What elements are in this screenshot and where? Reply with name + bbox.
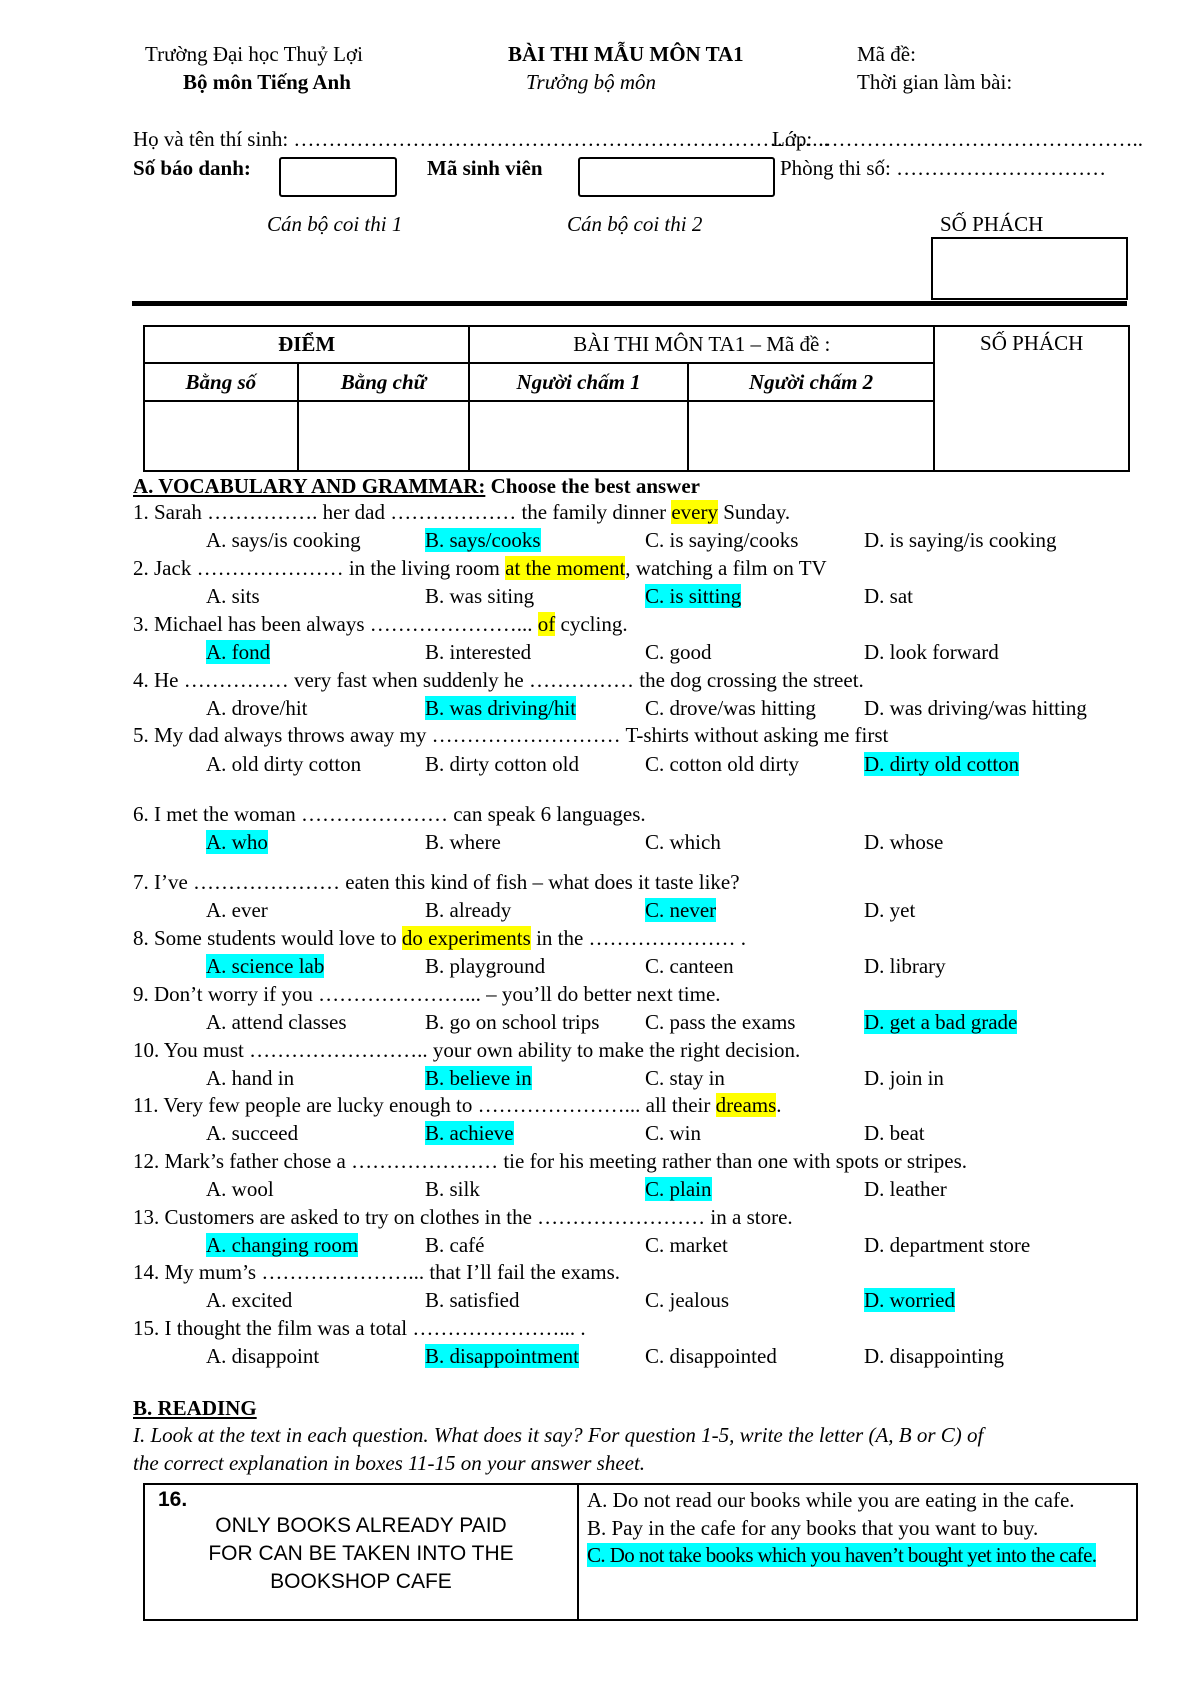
option-text: A. old dirty cotton [206, 752, 362, 776]
exam-title: BÀI THI MẪU MÔN TA1 [508, 42, 744, 66]
question-text: 10. You must …………………….. your own ability to make the right decision. [133, 1038, 801, 1062]
question-14-option-c[interactable] [645, 1288, 729, 1313]
question-text: 3. Michael has been always …………………... [133, 612, 538, 636]
option-text: C. win [645, 1121, 702, 1145]
proctor-2-label: Cán bộ coi thi 2 [567, 212, 703, 236]
question-13-option-d[interactable] [864, 1233, 1030, 1258]
question-text: in the ………………… . [530, 926, 747, 950]
notice-line: ONLY BOOKS ALREADY PAID [215, 1514, 507, 1537]
question-12-option-d[interactable] [864, 1177, 947, 1202]
option-c-text: C. Do not take books which you haven’t bought yet into the cafe. [587, 1543, 1097, 1567]
option-text: D. worried [864, 1288, 955, 1312]
option-text: A. disappoint [206, 1344, 320, 1368]
question-8-option-c[interactable] [645, 954, 734, 979]
question-11-option-c[interactable] [645, 1121, 701, 1146]
question-11-option-a[interactable] [206, 1121, 298, 1146]
option-text: A. who [206, 830, 268, 854]
exam-code-label: Mã đề: [857, 42, 916, 66]
option-text: D. leather [864, 1177, 947, 1201]
keyword-highlight: at the moment [505, 556, 626, 580]
keyword-highlight: do experiments [401, 926, 531, 950]
option-text: B. was siting [425, 584, 535, 608]
option-text: B. playground [425, 954, 546, 978]
question-3-option-a[interactable] [206, 640, 270, 665]
score-words-cell[interactable] [298, 401, 470, 471]
question-3 [133, 612, 628, 637]
question-4-option-a[interactable] [206, 696, 307, 721]
question-7-option-c[interactable] [645, 898, 716, 923]
question-15-option-a[interactable] [206, 1344, 319, 1369]
option-text: C. market [645, 1233, 728, 1257]
option-text: B. already [425, 898, 512, 922]
question-3-option-c[interactable] [645, 640, 712, 665]
keyword-highlight: every [671, 500, 718, 524]
option-text: A. drove/hit [206, 696, 308, 720]
question-text: 9. Don’t worry if you …………………... – you’ll do better next time. [133, 982, 721, 1006]
option-text: A. fond [206, 640, 271, 664]
nguoi-cham-2-header: Người chấm 2 [688, 363, 934, 401]
question-8-option-b[interactable] [425, 954, 545, 979]
bang-so-header: Bằng số [144, 363, 298, 401]
diem-header: ĐIỂM [144, 326, 469, 363]
question-2-option-c[interactable] [645, 584, 741, 609]
question-text: 8. Some students would love to [133, 926, 402, 950]
section-b-instruction-2: the correct explanation in boxes 11-15 on your answer sheet. [133, 1451, 646, 1475]
option-b[interactable]: B. Pay in the cafe for any books that you want to buy. [587, 1515, 1039, 1540]
question-1-option-b[interactable] [425, 528, 541, 553]
question-9-option-d[interactable] [864, 1010, 1017, 1035]
question-text: Sunday. [717, 500, 791, 524]
question-text: cycling. [555, 612, 628, 636]
question-text: 1. Sarah ……………. her dad ……………… the family dinner [133, 500, 672, 524]
option-text: A. ever [206, 898, 268, 922]
grader-1-cell[interactable] [469, 401, 688, 471]
option-text: C. plain [645, 1177, 712, 1201]
question-text: 13. Customers are asked to try on clothes in the …………………… in a store. [133, 1205, 793, 1229]
question-7-option-a[interactable] [206, 898, 268, 923]
question-13-option-b[interactable] [425, 1233, 484, 1258]
option-text: B. satisfied [425, 1288, 520, 1312]
question-text: 4. He …………… very fast when suddenly he …………… the dog crossing the street. [133, 668, 864, 692]
question-8 [133, 926, 746, 951]
question-5-option-b[interactable] [425, 752, 579, 777]
option-text: D. department store [864, 1233, 1031, 1257]
question-9 [133, 982, 721, 1007]
section-a-title [133, 474, 700, 499]
question-text: 6. I met the woman ………………… can speak 6 languages. [133, 802, 646, 826]
question-6-option-c[interactable] [645, 830, 721, 855]
question-11-option-d[interactable] [864, 1121, 925, 1146]
option-text: D. is saying/is cooking [864, 528, 1057, 552]
student-id-box[interactable] [578, 157, 775, 197]
question-8-option-a[interactable] [206, 954, 324, 979]
question-13-option-c[interactable] [645, 1233, 728, 1258]
question-11 [133, 1093, 782, 1118]
question-4-option-c[interactable] [645, 696, 816, 721]
option-text: C. jealous [645, 1288, 729, 1312]
notice-cell [144, 1484, 578, 1620]
grader-2-cell[interactable] [688, 401, 934, 471]
question-text: 11. Very few people are lucky enough to …………………... all their [133, 1093, 716, 1117]
class-field[interactable]: Lớp: ……………………………………….. [772, 127, 1144, 151]
question-13 [133, 1205, 793, 1230]
question-6-option-b[interactable] [425, 830, 501, 855]
question-text: 12. Mark’s father chose a ………………… tie for his meeting rather than one with spots or stripes. [133, 1149, 967, 1173]
option-text: B. disappointment [425, 1344, 579, 1368]
question-4-option-b[interactable] [425, 696, 576, 721]
university-name: Trường Đại học Thuỷ Lợi [145, 42, 363, 66]
question-9-option-b[interactable] [425, 1010, 599, 1035]
question-5-option-c[interactable] [645, 752, 799, 777]
divider [132, 301, 1127, 306]
proctor-1-label: Cán bộ coi thi 1 [267, 212, 403, 236]
question-15-option-c[interactable] [645, 1344, 777, 1369]
question-5-option-d[interactable] [864, 752, 1019, 777]
question-10-option-b[interactable] [425, 1066, 532, 1091]
option-text: A. excited [206, 1288, 293, 1312]
so-phach-box[interactable] [931, 237, 1128, 300]
candidate-number-box[interactable] [279, 157, 397, 197]
question-text: . [776, 1093, 782, 1117]
question-8-option-d[interactable] [864, 954, 946, 979]
notice-text [146, 1512, 576, 1596]
options-cell [578, 1484, 1137, 1620]
question-4-option-d[interactable] [864, 696, 1087, 721]
option-text: A. science lab [206, 954, 325, 978]
nguoi-cham-1-header: Người chấm 1 [469, 363, 688, 401]
question-text: 5. My dad always throws away my ……………………… T-shirts without asking me first [133, 723, 889, 747]
section-a-instruction: Choose the best answer [485, 474, 700, 498]
question-12-option-c[interactable] [645, 1177, 712, 1202]
option-text: C. disappointed [645, 1344, 777, 1368]
option-text: D. was driving/was hitting [864, 696, 1087, 720]
question-1-option-d[interactable] [864, 528, 1057, 553]
question-14-option-b[interactable] [425, 1288, 520, 1313]
question-9-option-a[interactable] [206, 1010, 347, 1035]
question-7 [133, 870, 740, 895]
option-text: A. says/is cooking [206, 528, 361, 552]
question-14-option-d[interactable] [864, 1288, 955, 1313]
notice-line: FOR CAN BE TAKEN INTO THE [208, 1542, 514, 1565]
option-text: D. disappointing [864, 1344, 1004, 1368]
question-text: 15. I thought the film was a total …………………... . [133, 1316, 586, 1340]
keyword-highlight: dreams [715, 1093, 777, 1117]
candidate-number-label: Số báo danh: [133, 156, 251, 180]
question-5 [133, 723, 888, 748]
question-12 [133, 1149, 967, 1174]
question-text: 2. Jack ………………… in the living room [133, 556, 506, 580]
option-a[interactable]: A. Do not read our books while you are eating in the cafe. [587, 1488, 1075, 1512]
question-4 [133, 668, 864, 693]
option-text: B. café [425, 1233, 485, 1257]
option-text: B. go on school trips [425, 1010, 600, 1034]
question-10 [133, 1038, 800, 1063]
option-text: A. succeed [206, 1121, 299, 1145]
question-10-option-d[interactable] [864, 1066, 944, 1091]
option-text: B. interested [425, 640, 532, 664]
option-text: D. join in [864, 1066, 944, 1090]
option-text: D. beat [864, 1121, 925, 1145]
option-text: A. wool [206, 1177, 274, 1201]
question-16-table [143, 1483, 1138, 1621]
time-label: Thời gian làm bài: [857, 70, 1013, 94]
question-7-option-d[interactable] [864, 898, 915, 923]
question-2-option-d[interactable] [864, 584, 913, 609]
question-6-option-d[interactable] [864, 830, 943, 855]
question-9-option-c[interactable] [645, 1010, 795, 1035]
option-text: D. look forward [864, 640, 999, 664]
option-text: D. yet [864, 898, 916, 922]
option-text: B. silk [425, 1177, 480, 1201]
question-13-option-a[interactable] [206, 1233, 358, 1258]
question-3-option-b[interactable] [425, 640, 531, 665]
option-text: B. where [425, 830, 501, 854]
question-3-option-d[interactable] [864, 640, 999, 665]
option-text: C. drove/was hitting [645, 696, 816, 720]
option-text: B. says/cooks [425, 528, 541, 552]
question-text: 7. I’ve ………………… eaten this kind of fish – what does it taste like? [133, 870, 740, 894]
option-text: B. achieve [425, 1121, 514, 1145]
question-2 [133, 556, 827, 581]
question-15-option-d[interactable] [864, 1344, 1004, 1369]
question-6 [133, 802, 646, 827]
question-7-option-b[interactable] [425, 898, 511, 923]
exam-header: BÀI THI MÔN TA1 – Mã đề : [469, 326, 934, 363]
section-b-instruction-1: I. Look at the text in each question. What does it say? For question 1-5, write the letter (A, B or C) of [133, 1423, 984, 1447]
question-1-option-c[interactable] [645, 528, 798, 553]
question-5-option-a[interactable] [206, 752, 361, 777]
question-14-option-a[interactable] [206, 1288, 292, 1313]
option-text: C. pass the exams [645, 1010, 796, 1034]
student-id-label: Mã sinh viên [427, 156, 543, 180]
notice-line: BOOKSHOP CAFE [270, 1570, 452, 1593]
option-text: C. good [645, 640, 712, 664]
department-name: Bộ môn Tiếng Anh [183, 70, 351, 94]
question-1 [133, 500, 790, 525]
so-phach-cell: SỐ PHÁCH [934, 326, 1129, 471]
question-2-option-b[interactable] [425, 584, 534, 609]
bang-chu-header: Bằng chữ [298, 363, 470, 401]
option-text: C. canteen [645, 954, 734, 978]
so-phach-label: SỐ PHÁCH [940, 212, 1044, 236]
section-a-heading: A. VOCABULARY AND GRAMMAR: [133, 474, 486, 498]
option-text: A. hand in [206, 1066, 295, 1090]
room-field[interactable]: Phòng thi số: ………………………… [780, 156, 1107, 180]
question-2-option-a[interactable] [206, 584, 260, 609]
option-text: A. sits [206, 584, 260, 608]
option-text: D. whose [864, 830, 944, 854]
option-text: D. dirty old cotton [864, 752, 1020, 776]
question-text: 14. My mum’s …………………... that I’ll fail the exams. [133, 1260, 621, 1284]
fullname-field[interactable]: Họ và tên thí sinh: ………………………………………………………………….. [133, 127, 829, 151]
question-12-option-b[interactable] [425, 1177, 480, 1202]
question-10-option-c[interactable] [645, 1066, 725, 1091]
question-14 [133, 1260, 620, 1285]
option-text: D. library [864, 954, 946, 978]
score-table [143, 325, 1130, 472]
option-c[interactable] [587, 1542, 1128, 1570]
option-text: A. attend classes [206, 1010, 347, 1034]
keyword-highlight: of [537, 612, 556, 636]
question-15-option-b[interactable] [425, 1344, 579, 1369]
option-text: A. changing room [206, 1233, 359, 1257]
question-11-option-b[interactable] [425, 1121, 514, 1146]
option-text: D. sat [864, 584, 913, 608]
option-text: B. was driving/hit [425, 696, 577, 720]
question-1-option-a[interactable] [206, 528, 361, 553]
option-text: C. is sitting [645, 584, 742, 608]
question-10-option-a[interactable] [206, 1066, 294, 1091]
question-text: , watching a film on TV [625, 556, 827, 580]
head-of-department: Trưởng bộ môn [526, 70, 657, 94]
question-15 [133, 1316, 586, 1341]
option-text: B. dirty cotton old [425, 752, 579, 776]
option-text: C. stay in [645, 1066, 725, 1090]
section-b-title: B. READING [133, 1396, 257, 1420]
option-text: C. never [645, 898, 717, 922]
score-number-cell[interactable] [144, 401, 298, 471]
option-text: D. get a bad grade [864, 1010, 1018, 1034]
question-6-option-a[interactable] [206, 830, 268, 855]
option-text: B. believe in [425, 1066, 532, 1090]
question-12-option-a[interactable] [206, 1177, 274, 1202]
option-text: C. is saying/cooks [645, 528, 799, 552]
option-text: C. cotton old dirty [645, 752, 799, 776]
question-16-number: 16. [158, 1488, 188, 1511]
option-text: C. which [645, 830, 721, 854]
